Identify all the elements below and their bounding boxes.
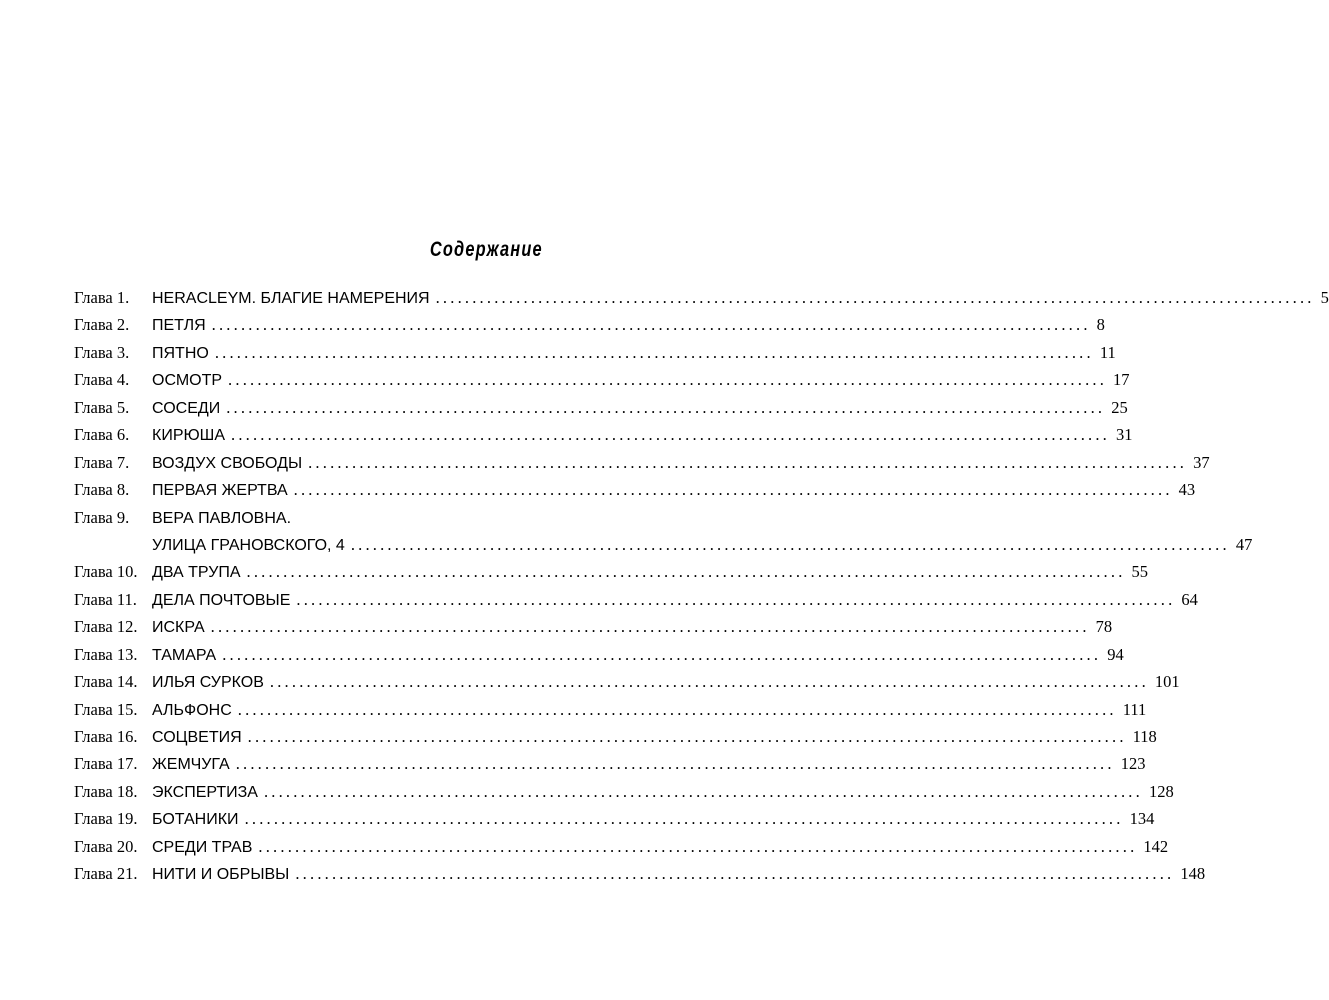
dot-leader: ........................................................................................................................ [210, 617, 1090, 637]
chapter-number: Глава 18. [74, 781, 138, 801]
chapter-number: Глава 14. [74, 672, 138, 692]
chapter-number: Глава 4. [74, 370, 130, 390]
dot-leader: ........................................................................................................................ [246, 562, 1126, 582]
dot-leader: ........................................................................................................................ [263, 781, 1143, 801]
chapter-number: Глава 15. [74, 699, 138, 719]
toc-entry [74, 805, 1155, 832]
page-number: 17 [1113, 370, 1130, 390]
chapter-number: Глава 12. [74, 617, 138, 637]
toc-entry [74, 311, 1105, 338]
page-number: 128 [1148, 781, 1174, 801]
toc-entry-continuation [74, 531, 1253, 558]
dot-leader: ........................................................................................................................ [269, 672, 1149, 692]
chapter-title: ВОЗДУХ СВОБОДЫ [152, 454, 303, 472]
toc-entry [74, 586, 1198, 613]
dot-leader: ........................................................................................................................ [231, 425, 1110, 445]
chapter-title: НИТИ И ОБРЫВЫ [152, 866, 290, 884]
dot-leader: ........................................................................................................................ [350, 534, 1230, 554]
chapter-number: Глава 19. [74, 809, 138, 829]
dot-leader: ........................................................................................................................ [211, 315, 1091, 335]
chapter-title: ДВА ТРУПА [152, 564, 241, 582]
chapter-number: Глава 2. [74, 315, 130, 335]
chapter-title: HERACLEYM. БЛАГИЕ НАМЕРЕНИЯ [152, 290, 430, 307]
toc-entry [74, 284, 1329, 311]
dot-leader: ........................................................................................................................ [308, 452, 1188, 472]
page-number: 43 [1178, 480, 1196, 500]
page-number: 64 [1181, 589, 1198, 609]
toc-entry [74, 366, 1130, 393]
page-number: 123 [1120, 754, 1146, 774]
page-number: 37 [1193, 452, 1210, 472]
chapter-title: СРЕДИ ТРАВ [152, 838, 253, 856]
dot-leader: ........................................................................................................................ [247, 727, 1127, 746]
toc-entry [74, 860, 1206, 887]
chapter-number: Глава 3. [74, 342, 130, 362]
chapter-number: Глава 6. [74, 425, 130, 445]
dot-leader: ........................................................................................................................ [296, 589, 1176, 609]
chapter-title: ПЕРВАЯ ЖЕРТВА [152, 482, 288, 500]
page-number: 47 [1235, 534, 1253, 554]
dot-leader: ........................................................................................................................ [244, 809, 1124, 829]
toc-entry [74, 449, 1210, 476]
chapter-title: ОСМОТР [152, 372, 223, 390]
page-number: 101 [1154, 672, 1180, 692]
toc-entry [74, 558, 1149, 585]
chapter-title: СОСЕДИ [152, 399, 221, 417]
page-number: 55 [1131, 562, 1149, 582]
page-number: 78 [1095, 617, 1113, 637]
chapter-number: Глава 10. [74, 562, 138, 582]
chapter-title: СОЦВЕТИЯ [152, 729, 242, 746]
dot-leader: ........................................................................................................................ [228, 370, 1108, 390]
chapter-title: БОТАНИКИ [152, 811, 239, 829]
page-number: 118 [1132, 727, 1157, 746]
chapter-title: ПЕТЛЯ [152, 317, 206, 335]
chapter-number: Глава 7. [74, 452, 130, 472]
dot-leader: ........................................................................................................................ [435, 288, 1315, 307]
page-number: 111 [1122, 699, 1147, 719]
dot-leader: ........................................................................................................................ [222, 644, 1102, 664]
toc-entry [74, 504, 542, 531]
toc-entry [74, 696, 1147, 723]
toc-entry [74, 750, 1146, 777]
table-of-contents [74, 284, 1329, 888]
chapter-title: АЛЬФОНС [152, 701, 232, 719]
toc-entry [74, 833, 1169, 860]
toc-entry [74, 476, 1196, 503]
chapter-number: Глава 8. [74, 480, 130, 500]
page-title: Содержание [430, 238, 543, 261]
chapter-title: ПЯТНО [152, 344, 209, 362]
page-number: 134 [1129, 809, 1155, 829]
page-number: 142 [1143, 836, 1169, 856]
page-number: 5 [1320, 288, 1329, 307]
page-number: 8 [1096, 315, 1105, 335]
chapter-title: ИСКРА [152, 619, 205, 637]
page-number: 94 [1107, 644, 1124, 664]
chapter-number: Глава 17. [74, 754, 138, 774]
chapter-number: Глава 20. [74, 836, 138, 856]
toc-entry [74, 394, 1128, 421]
toc-entry [74, 421, 1133, 448]
toc-entry [74, 778, 1174, 805]
dot-leader: ........................................................................................................................ [214, 342, 1094, 362]
chapter-title: ВЕРА ПАВЛОВНА. [152, 509, 292, 527]
chapter-title: ДЕЛА ПОЧТОВЫЕ [152, 591, 291, 609]
chapter-number: Глава 16. [74, 727, 138, 746]
chapter-title: КИРЮША [152, 427, 225, 445]
dot-leader: ........................................................................................................................ [237, 699, 1117, 719]
page-number: 31 [1116, 425, 1133, 445]
chapter-title: ЭКСПЕРТИЗА [152, 783, 258, 801]
dot-leader: ........................................................................................................................ [295, 864, 1175, 884]
toc-entry [74, 613, 1113, 640]
chapter-number: Глава 21. [74, 864, 138, 884]
chapter-number: Глава 11. [74, 589, 137, 609]
dot-leader: ........................................................................................................................ [258, 836, 1138, 856]
dot-leader: ........................................................................................................................ [293, 480, 1173, 500]
chapter-title: ТАМАРА [152, 646, 217, 664]
chapter-number: Глава 13. [74, 644, 138, 664]
chapter-number: Глава 9. [74, 507, 130, 527]
dot-leader: ........................................................................................................................ [226, 397, 1106, 417]
chapter-title: ИЛЬЯ СУРКОВ [152, 674, 264, 692]
page-number: 25 [1111, 397, 1128, 417]
toc-entry [74, 668, 1180, 695]
chapter-title: ЖЕМЧУГА [152, 756, 230, 774]
page-number: 148 [1180, 864, 1206, 884]
chapter-number: Глава 1. [74, 288, 130, 307]
toc-entry [74, 723, 1157, 750]
chapter-title-line2: УЛИЦА ГРАНОВСКОГО, 4 [152, 536, 345, 554]
dot-leader: ........................................................................................................................ [235, 754, 1115, 774]
toc-entry [74, 641, 1124, 668]
toc-entry [74, 339, 1116, 366]
page-number: 11 [1099, 342, 1116, 362]
chapter-number: Глава 5. [74, 397, 130, 417]
